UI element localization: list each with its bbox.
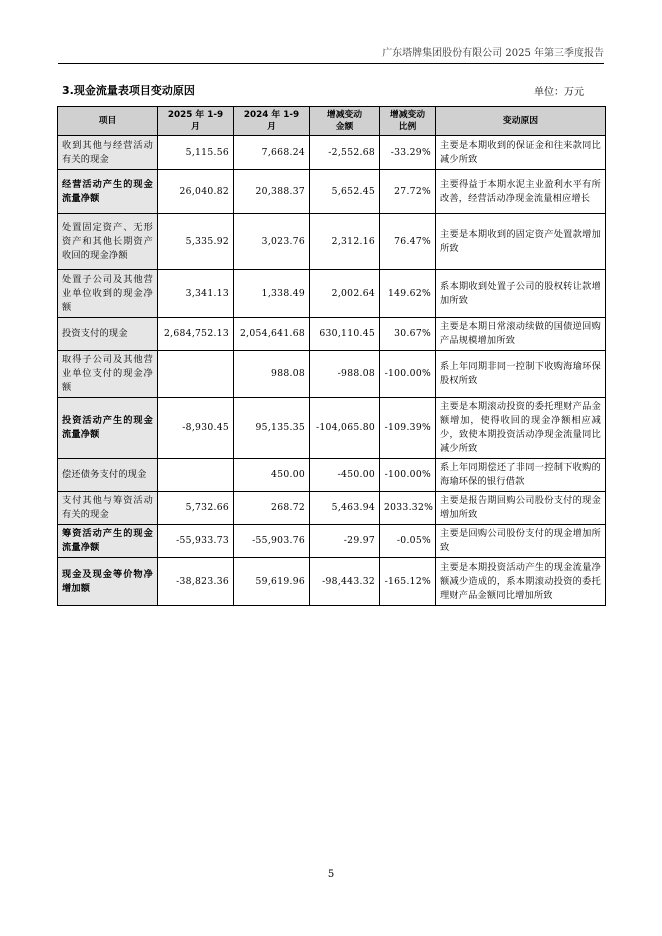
row-2024-cell: 268.72: [234, 492, 310, 525]
col-header-2025: 2025 年 1-9 月: [158, 107, 234, 136]
row-item-cell: 处置固定资产、无形资产和其他长期资产收回的现金净额: [58, 214, 158, 270]
row-change-cell: -104,065.80: [310, 398, 380, 459]
col-header-reason: 变动原因: [436, 107, 606, 136]
table-row: [58, 170, 606, 214]
row-reason-cell: 主要得益于本期水泥主业盈利水平有所改善，经营活动净现金流量相应增长: [436, 170, 606, 214]
row-2024-cell: 2,054,641.68: [234, 318, 310, 351]
table-row: [58, 351, 606, 398]
table-row: [58, 318, 606, 351]
row-item-cell: 经营活动产生的现金流量净额: [58, 170, 158, 214]
row-change-cell: 5,463.94: [310, 492, 380, 525]
row-reason-cell: 主要是本期投资活动产生的现金流量净额减少造成的，系本期滚动投资的委托理财产品金额同比增加所致: [436, 558, 606, 606]
row-2025-cell: -38,823.36: [158, 558, 234, 606]
report-header: 广东塔牌集团股份有限公司 2025 年第三季度报告: [58, 44, 604, 64]
row-2025-cell: 5,335.92: [158, 214, 234, 270]
row-reason-cell: 主要是本期日常滚动续做的国债逆回购产品规模增加所致: [436, 318, 606, 351]
row-change-cell: -2,552.68: [310, 136, 380, 170]
col-header-item: 项目: [58, 107, 158, 136]
row-ratio-cell: -165.12%: [380, 558, 436, 606]
row-2025-cell: 3,341.13: [158, 270, 234, 318]
row-ratio-cell: -0.05%: [380, 525, 436, 558]
row-item-cell: 支付其他与筹资活动有关的现金: [58, 492, 158, 525]
row-item-cell: 现金及现金等价物净增加额: [58, 558, 158, 606]
row-item-cell: 收到其他与经营活动有关的现金: [58, 136, 158, 170]
row-item-cell: 投资支付的现金: [58, 318, 158, 351]
row-2024-cell: 20,388.37: [234, 170, 310, 214]
row-reason-cell: 主要是本期收到的固定资产处置款增加所致: [436, 214, 606, 270]
unit-label: 单位：万元: [534, 87, 584, 98]
row-2024-cell: 988.08: [234, 351, 310, 398]
table-row: [58, 525, 606, 558]
table-row: [58, 214, 606, 270]
row-change-cell: -29.97: [310, 525, 380, 558]
row-2025-cell: [158, 351, 234, 398]
row-change-cell: 630,110.45: [310, 318, 380, 351]
row-change-cell: 5,652.45: [310, 170, 380, 214]
row-2025-cell: 5,732.66: [158, 492, 234, 525]
row-reason-cell: 系上年同期非同一控制下收购海瑜环保股权所致: [436, 351, 606, 398]
row-reason-cell: 系上年同期偿还了非同一控制下收购的海瑜环保的银行借款: [436, 459, 606, 492]
row-2024-cell: 450.00: [234, 459, 310, 492]
row-item-cell: 偿还债务支付的现金: [58, 459, 158, 492]
row-2025-cell: -8,930.45: [158, 398, 234, 459]
row-item-cell: 投资活动产生的现金流量净额: [58, 398, 158, 459]
row-change-cell: -98,443.32: [310, 558, 380, 606]
section-title: 3.现金流量表项目变动原因: [62, 84, 195, 97]
row-reason-cell: 主要是报告期回购公司股份支付的现金增加所致: [436, 492, 606, 525]
table-header-row: [58, 107, 606, 136]
table-row: [58, 492, 606, 525]
row-2024-cell: 59,619.96: [234, 558, 310, 606]
row-item-cell: 取得子公司及其他营业单位支付的现金净额: [58, 351, 158, 398]
col-header-ratio: 增减变动 比例: [380, 107, 436, 136]
table-row: [58, 558, 606, 606]
row-2024-cell: 7,668.24: [234, 136, 310, 170]
row-change-cell: 2,002.64: [310, 270, 380, 318]
table-row: [58, 136, 606, 170]
row-2025-cell: 26,040.82: [158, 170, 234, 214]
row-ratio-cell: -100.00%: [380, 351, 436, 398]
row-ratio-cell: 27.72%: [380, 170, 436, 214]
row-2024-cell: 3,023.76: [234, 214, 310, 270]
row-reason-cell: 主要是回购公司股份支付的现金增加所致: [436, 525, 606, 558]
row-item-cell: 处置子公司及其他营业单位收到的现金净额: [58, 270, 158, 318]
page-number: 5: [327, 869, 335, 880]
row-ratio-cell: -109.39%: [380, 398, 436, 459]
row-reason-cell: 主要是本期收到的保证金和往来款同比减少所致: [436, 136, 606, 170]
row-change-cell: -450.00: [310, 459, 380, 492]
table-row: [58, 459, 606, 492]
row-2025-cell: [158, 459, 234, 492]
row-2024-cell: 95,135.35: [234, 398, 310, 459]
row-ratio-cell: -100.00%: [380, 459, 436, 492]
row-ratio-cell: 149.62%: [380, 270, 436, 318]
row-2025-cell: 2,684,752.13: [158, 318, 234, 351]
row-reason-cell: 系本期收到处置子公司的股权转让款增加所致: [436, 270, 606, 318]
row-ratio-cell: 2033.32%: [380, 492, 436, 525]
row-ratio-cell: 76.47%: [380, 214, 436, 270]
row-change-cell: 2,312.16: [310, 214, 380, 270]
row-change-cell: -988.08: [310, 351, 380, 398]
row-item-cell: 筹资活动产生的现金流量净额: [58, 525, 158, 558]
row-2025-cell: -55,933.73: [158, 525, 234, 558]
col-header-change: 增减变动 金额: [310, 107, 380, 136]
row-2025-cell: 5,115.56: [158, 136, 234, 170]
table-row: [58, 398, 606, 459]
row-reason-cell: 主要是本期滚动投资的委托理财产品金额增加，使得收回的现金净额相应减少，致使本期投资活动净现金流量同比减少所致: [436, 398, 606, 459]
row-ratio-cell: 30.67%: [380, 318, 436, 351]
row-ratio-cell: -33.29%: [380, 136, 436, 170]
row-2024-cell: -55,903.76: [234, 525, 310, 558]
col-header-2024: 2024 年 1-9 月: [234, 107, 310, 136]
cash-flow-change-table: [57, 106, 606, 606]
row-2024-cell: 1,338.49: [234, 270, 310, 318]
table-row: [58, 270, 606, 318]
